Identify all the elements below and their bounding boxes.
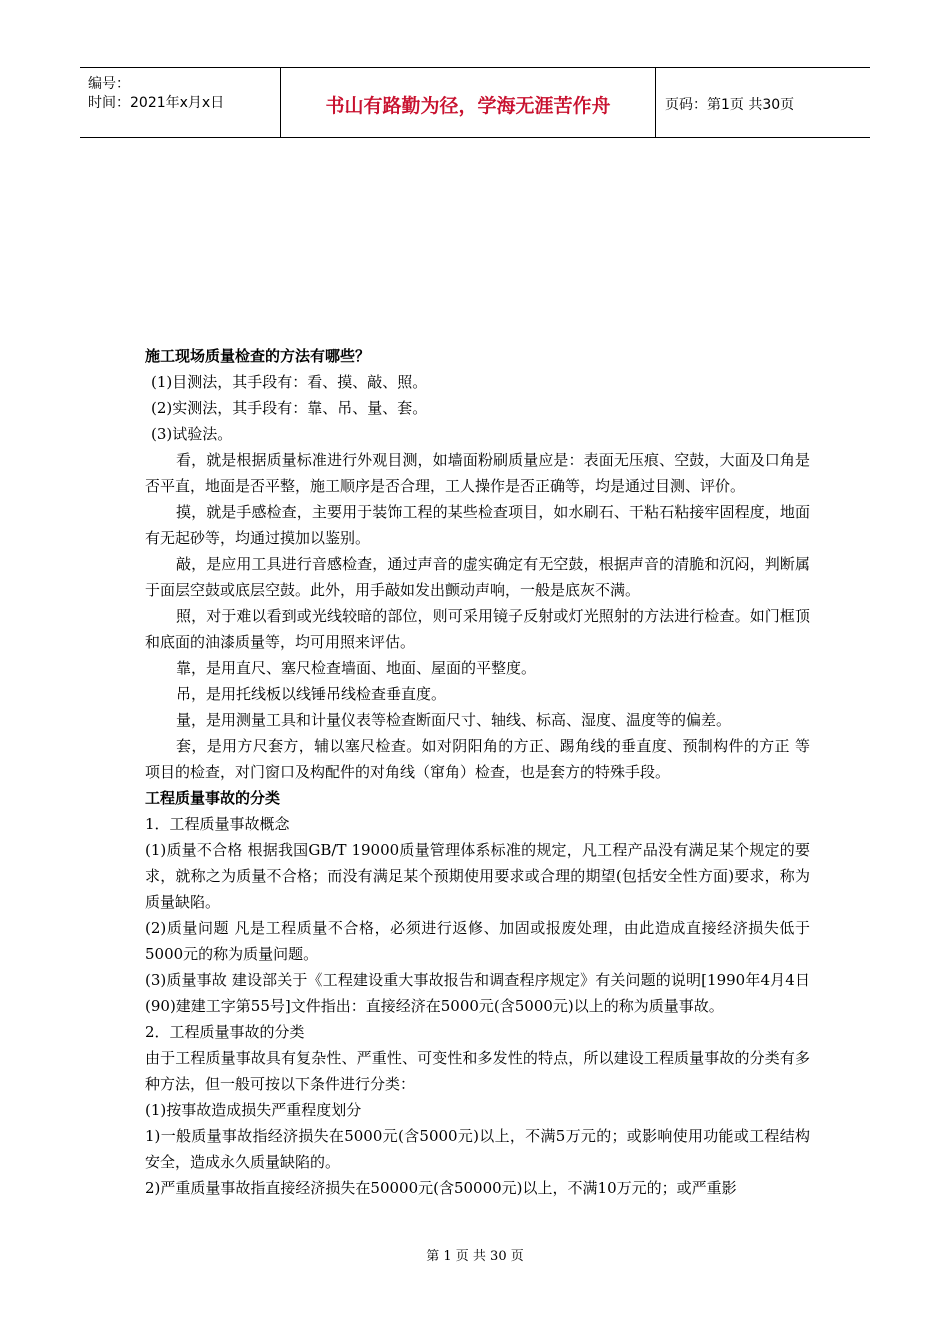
method-item: (3)试验法。 [151, 425, 233, 443]
paragraph: 吊，是用托线板以线锤吊线检查垂直度。 [176, 685, 447, 703]
paragraph: 摸，就是手感检查，主要用于装饰工程的某些检查项目，如水刷石、干粘石粘接牢固程度，地面有无起砂等，均通过摸加以鉴别。 [145, 503, 810, 547]
time-label: 时间：2021年x月x日 [88, 95, 225, 111]
paragraph: (1)质量不合格 根据我国GB/T 19000质量管理体系标准的规定，凡工程产品没有满足某个规定的要求，就称之为质量不合格；而没有满足某个预期使用要求或合理的期望(包括安全性方面)要求，称为质量缺陷。 [145, 841, 810, 911]
section-heading: 工程质量事故的分类 [145, 789, 281, 807]
paragraph: 靠，是用直尺、塞尺检查墙面、地面、屋面的平整度。 [176, 659, 537, 677]
paragraph: (1)按事故造成损失严重程度划分 [145, 1101, 362, 1119]
paragraph: (3)质量事故 建设部关于《工程建设重大事故报告和调查程序规定》有关问题的说明[1990年4月4日(90)建建工字第55号]文件指出：直接经济在5000元(含5000元)以上的称为质量事故。 [145, 971, 810, 1015]
header-motto-cell [280, 68, 656, 137]
section-heading: 施工现场质量检查的方法有哪些？ [145, 347, 371, 365]
subsection-title: 2．工程质量事故的分类 [145, 1023, 305, 1041]
page-footer: 第 1 页 共 30 页 [426, 1249, 524, 1264]
paragraph: 照，对于难以看到或光线较暗的部位，则可采用镜子反射或灯光照射的方法进行检查。如门框顶和底面的油漆质量等，均可用照来评估。 [145, 607, 810, 651]
header-page-cell [655, 68, 870, 137]
paragraph: 看，就是根据质量标准进行外观目测，如墙面粉刷质量应是：表面无压痕、空鼓，大面及口角是否平直，地面是否平整，施工顺序是否合理，工人操作是否正确等，均是通过目测、评价。 [145, 451, 810, 495]
paragraph: 敲，是应用工具进行音感检查，通过声音的虚实确定有无空鼓，根据声音的清脆和沉闷，判断属于面层空鼓或底层空鼓。此外，用手敲如发出颤动声响，一般是底灰不满。 [145, 555, 810, 599]
paragraph: 套，是用方尺套方，辅以塞尺检查。如对阴阳角的方正、踢角线的垂直度、预制构件的方正 等项目的检查，对门窗口及构配件的对角线（窜角）检查，也是套方的特殊手段。 [145, 737, 810, 781]
method-item: (1)目测法，其手段有：看、摸、敲、照。 [151, 373, 428, 391]
header-left-cell [80, 68, 280, 137]
page-info: 页码：第1页 共30页 [665, 97, 795, 113]
paragraph: 1)一般质量事故指经济损失在5000元(含5000元)以上，不满5万元的；或影响使用功能或工程结构安全，造成永久质量缺陷的。 [145, 1127, 810, 1171]
motto-text: 书山有路勤为径，学海无涯苦作舟 [325, 95, 611, 117]
paragraph: (2)质量问题 凡是工程质量不合格，必须进行返修、加固或报废处理，由此造成直接经济损失低于5000元的称为质量问题。 [145, 919, 810, 963]
method-item: (2)实测法，其手段有：靠、吊、量、套。 [151, 399, 428, 417]
subsection-title: 1．工程质量事故概念 [145, 815, 290, 833]
header-table [80, 67, 870, 138]
document-body [145, 343, 810, 1201]
number-label: 编号： [88, 76, 130, 92]
paragraph: 由于工程质量事故具有复杂性、严重性、可变性和多发性的特点，所以建设工程质量事故的分类有多种方法，但一般可按以下条件进行分类： [145, 1049, 810, 1093]
paragraph: 2)严重质量事故指直接经济损失在50000元(含50000元)以上，不满10万元的；或严重影 [145, 1179, 737, 1197]
paragraph: 量，是用测量工具和计量仪表等检查断面尺寸、轴线、标高、湿度、温度等的偏差。 [176, 711, 732, 729]
